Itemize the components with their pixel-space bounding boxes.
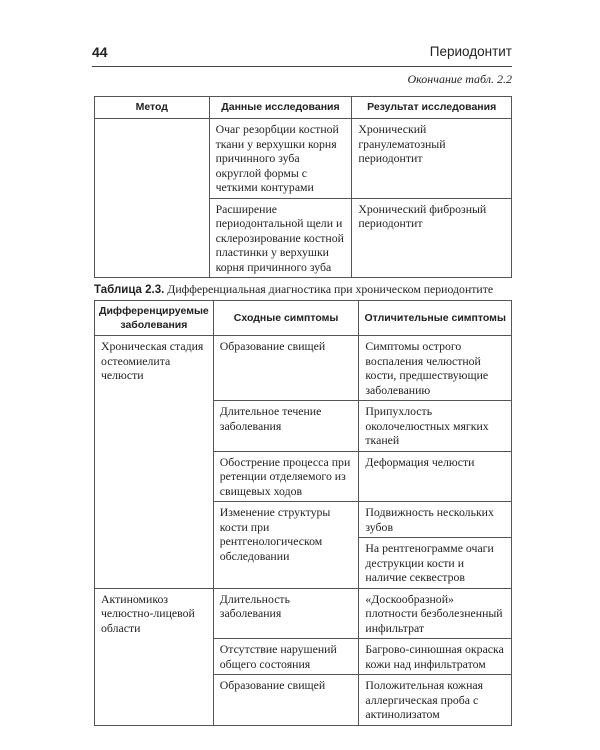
page-header xyxy=(92,44,512,64)
table-row xyxy=(95,119,512,199)
table-2-3-caption xyxy=(94,282,493,297)
table-caption-label: Таблица 2.3. xyxy=(94,284,165,296)
distinct-cell: Положительная кожная аллергическая проба с актинолизатом xyxy=(359,675,512,726)
page-number: 44 xyxy=(92,44,108,60)
data-cell: Очаг резорбции костной ткани у верхушки корня причинного зуба округлой формы с четкими контурами xyxy=(209,119,352,199)
continuation-label: Окончание табл. 2.2 xyxy=(407,72,512,86)
table-header-row xyxy=(95,301,512,336)
similar-cell: Длительность заболевания xyxy=(213,588,359,639)
table-2-2-continuation xyxy=(94,96,512,278)
distinct-cell: На рентгенограмме очаги деструкции кости и наличие секвестров xyxy=(359,538,512,589)
similar-cell: Образование свищей xyxy=(213,675,359,726)
table-header-row xyxy=(95,97,512,119)
method-cell xyxy=(95,119,210,278)
similar-cell: Образование свищей xyxy=(213,336,359,401)
similar-cell: Длительное течение заболевания xyxy=(213,401,359,452)
result-cell: Хронический фиброзный периодонтит xyxy=(352,198,512,278)
running-title: Периодонтит xyxy=(429,44,512,59)
column-header-result: Результат исследования xyxy=(352,97,512,119)
column-header-diseases: Дифференцируемые заболевания xyxy=(95,301,214,336)
similar-cell: Обострение процесса при ретенции отделяемого из свищевых ходов xyxy=(213,451,359,502)
distinct-cell: Багрово-синюшная окраска кожи над инфильтратом xyxy=(359,639,512,675)
distinct-cell: «Доскообразной» плотности безболезненный инфильтрат xyxy=(359,588,512,639)
disease-cell: Актиномикоз челюстно-лицевой области xyxy=(95,588,214,725)
column-header-data: Данные исследования xyxy=(209,97,352,119)
table-caption-text: Дифференциальная диагностика при хроническом периодонтите xyxy=(167,282,494,296)
data-cell: Расширение периодонтальной щели и склерозирование костной пластинки у верхушки корня причинного зуба xyxy=(209,198,352,278)
table-2-3 xyxy=(94,300,512,726)
disease-cell: Хроническая стадия остеомиелита челюсти xyxy=(95,336,214,589)
distinct-cell: Деформация челюсти xyxy=(359,451,512,502)
column-header-similar: Сходные симптомы xyxy=(213,301,359,336)
similar-cell: Изменение структуры кости при рентгенологическом обследовании xyxy=(213,502,359,589)
column-header-distinct: Отличительные симптомы xyxy=(359,301,512,336)
result-cell: Хронический гранулематозный периодонтит xyxy=(352,119,512,199)
header-rule xyxy=(92,66,512,67)
distinct-cell: Припухлость околочелюстных мягких тканей xyxy=(359,401,512,452)
distinct-cell: Симптомы острого воспаления челюстной кости, предшествующие заболеванию xyxy=(359,336,512,401)
table-row xyxy=(95,336,512,401)
similar-cell: Отсутствие нарушений общего состояния xyxy=(213,639,359,675)
column-header-method: Метод xyxy=(95,97,210,119)
distinct-cell: Подвижность нескольких зубов xyxy=(359,502,512,538)
table-row xyxy=(95,588,512,639)
